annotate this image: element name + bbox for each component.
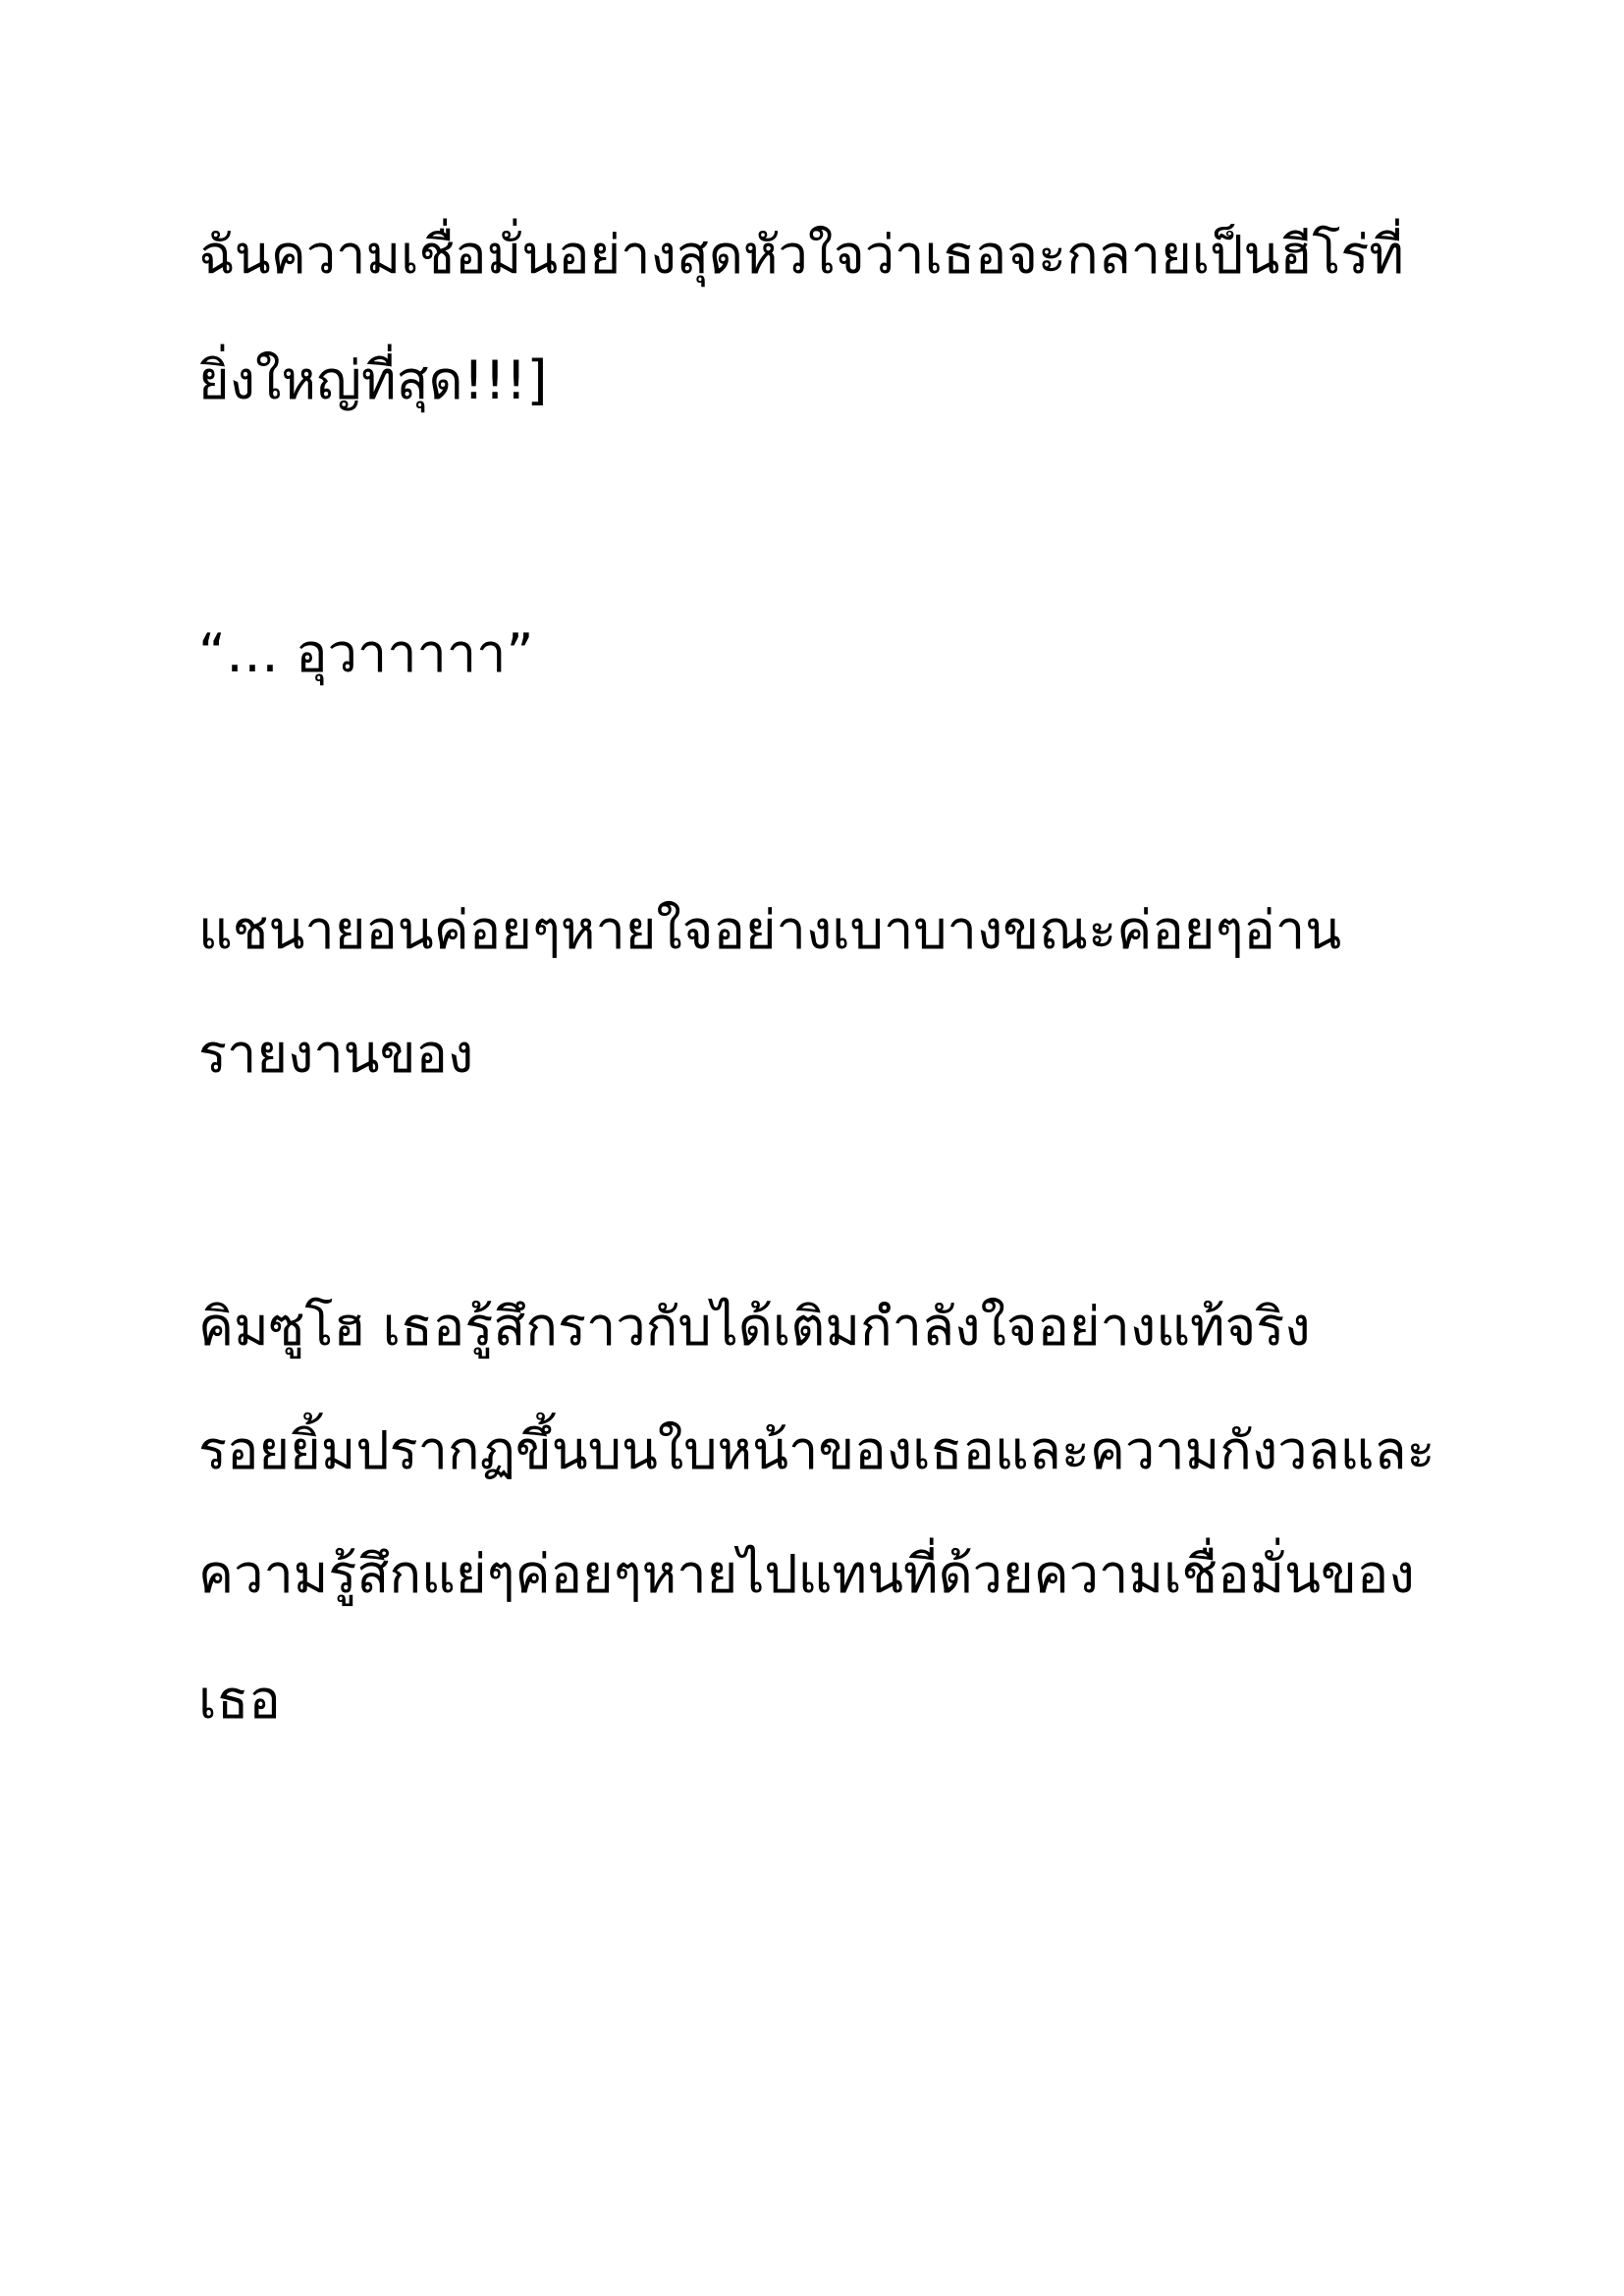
text-line: ฉันความเชื่อมั่นอย่างสุดหัวใจว่าเธอจะกลายเป็นฮีโร่ที่ <box>198 224 1404 286</box>
text-line: ยิ่งใหญ่ที่สุด!!!] <box>198 349 548 411</box>
text-line: รายงานของ <box>198 1023 474 1085</box>
text-line: รอยยิ้มปรากฏขึ้นบนใบหน้าของเธอและความกังวลและ <box>198 1419 1435 1481</box>
text-line: ความรู้สึกแย่ๆค่อยๆหายไปแทนที่ด้วยความเชื่อมั่นของ <box>198 1543 1415 1605</box>
text-line: คิมซูโฮ เธอรู้สึกราวกับได้เติมกำลังใจอย่างแท้จริง <box>198 1296 1311 1358</box>
text-line: แชนายอนค่อยๆหายใจอย่างเบาบางขณะค่อยๆอ่าน <box>198 899 1342 961</box>
text-line: เธอ <box>198 1669 281 1731</box>
text-line: “… อุวาาาาา” <box>198 622 534 684</box>
